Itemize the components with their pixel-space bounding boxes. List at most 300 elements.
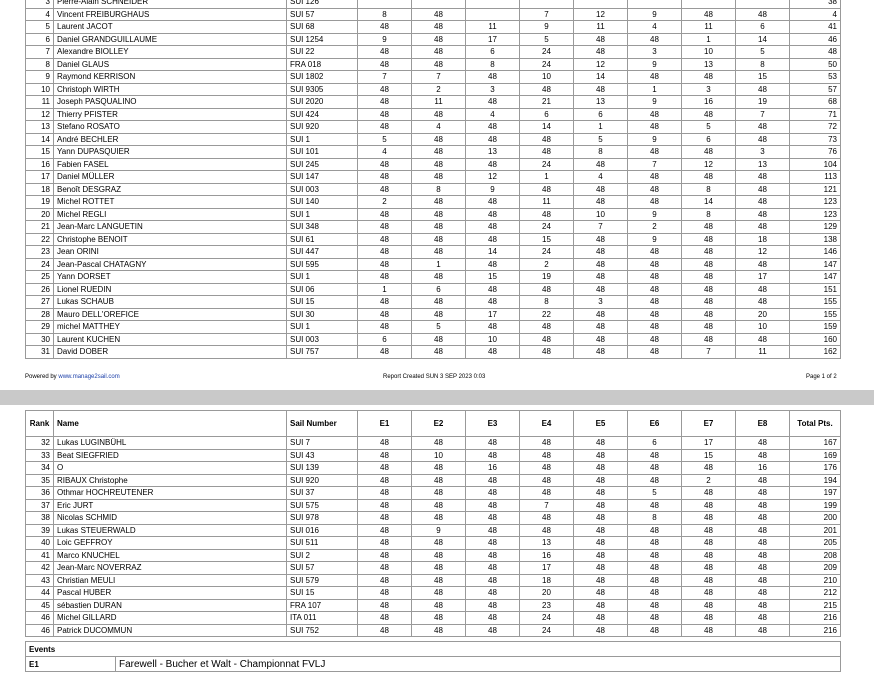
cell-e1: 48 (358, 171, 412, 184)
cell-total-pts: 146 (790, 246, 841, 259)
cell-e7: 48 (682, 321, 736, 334)
cell-e6: 48 (628, 587, 682, 600)
table-row (26, 537, 841, 550)
cell-e7: 48 (682, 612, 736, 625)
cell-e8: 48 (736, 524, 790, 537)
cell-e1: 8 (358, 8, 412, 21)
cell-e1: 2 (358, 196, 412, 209)
cell-e1: 48 (358, 271, 412, 284)
cell-e8: 48 (736, 487, 790, 500)
cell-e4: 24 (520, 624, 574, 637)
cell-e6: 9 (628, 96, 682, 109)
cell-e7: 48 (682, 487, 736, 500)
cell-rank: 27 (26, 296, 54, 309)
cell-e8: 48 (736, 437, 790, 450)
cell-e7 (682, 0, 736, 8)
cell-e8 (736, 0, 790, 8)
cell-e8: 12 (736, 246, 790, 259)
cell-name: André BECHLER (54, 133, 287, 146)
table-row (26, 83, 841, 96)
table-row (26, 308, 841, 321)
cell-e1 (358, 0, 412, 8)
cell-e2: 5 (412, 321, 466, 334)
cell-e1: 1 (358, 283, 412, 296)
events-header-row (26, 642, 841, 657)
cell-e7: 48 (682, 462, 736, 475)
cell-name: Benoît DESGRAZ (54, 183, 287, 196)
cell-e6: 1 (628, 83, 682, 96)
table-row (26, 196, 841, 209)
cell-e7: 3 (682, 83, 736, 96)
table-row (26, 296, 841, 309)
cell-total-pts: 160 (790, 333, 841, 346)
cell-sail-number: SUI 752 (287, 624, 358, 637)
cell-e3: 14 (466, 246, 520, 259)
cell-total-pts: 57 (790, 83, 841, 96)
cell-total-pts: 208 (790, 549, 841, 562)
cell-e5: 48 (574, 437, 628, 450)
cell-e5: 48 (574, 537, 628, 550)
cell-e1: 48 (358, 321, 412, 334)
header-total-pts: Total Pts. (790, 411, 841, 437)
cell-e3: 48 (466, 221, 520, 234)
cell-e4: 48 (520, 133, 574, 146)
cell-e1: 48 (358, 612, 412, 625)
cell-sail-number: SUI 447 (287, 246, 358, 259)
cell-e8: 48 (736, 599, 790, 612)
cell-e6: 2 (628, 221, 682, 234)
cell-e3: 48 (466, 574, 520, 587)
cell-rank: 25 (26, 271, 54, 284)
cell-e5: 48 (574, 333, 628, 346)
cell-e6: 9 (628, 233, 682, 246)
table-row (26, 574, 841, 587)
cell-e4: 17 (520, 562, 574, 575)
cell-e8: 18 (736, 233, 790, 246)
cell-e4: 13 (520, 537, 574, 550)
cell-sail-number: SUI 003 (287, 333, 358, 346)
cell-e5: 48 (574, 233, 628, 246)
cell-e7: 17 (682, 437, 736, 450)
table-row (26, 562, 841, 575)
cell-e6: 48 (628, 474, 682, 487)
cell-e4: 24 (520, 158, 574, 171)
cell-e8: 48 (736, 221, 790, 234)
cell-e6: 48 (628, 196, 682, 209)
cell-e6: 8 (628, 512, 682, 525)
cell-e7: 48 (682, 258, 736, 271)
cell-e8: 48 (736, 183, 790, 196)
cell-e1: 48 (358, 221, 412, 234)
cell-sail-number: FRA 107 (287, 599, 358, 612)
cell-name: Marco KNUCHEL (54, 549, 287, 562)
cell-e5: 1 (574, 121, 628, 134)
table-row (26, 96, 841, 109)
cell-e6: 48 (628, 574, 682, 587)
cell-e4: 7 (520, 8, 574, 21)
cell-e4: 15 (520, 233, 574, 246)
cell-e6: 48 (628, 121, 682, 134)
table-row (26, 437, 841, 450)
cell-e4: 9 (520, 21, 574, 34)
table-row (26, 171, 841, 184)
table-row (26, 346, 841, 359)
cell-e5: 48 (574, 158, 628, 171)
cell-e8: 48 (736, 133, 790, 146)
cell-e3: 48 (466, 71, 520, 84)
cell-e7: 48 (682, 146, 736, 159)
table-row (26, 0, 841, 8)
cell-e2: 48 (412, 271, 466, 284)
cell-name: Eric JURT (54, 499, 287, 512)
cell-e7: 48 (682, 537, 736, 550)
cell-e6: 48 (628, 296, 682, 309)
cell-sail-number: SUI 43 (287, 449, 358, 462)
cell-rank: 28 (26, 308, 54, 321)
cell-e1: 48 (358, 474, 412, 487)
cell-e7: 14 (682, 196, 736, 209)
cell-e1: 48 (358, 574, 412, 587)
cell-e4: 48 (520, 462, 574, 475)
cell-name: Jean-Pascal CHATAGNY (54, 258, 287, 271)
cell-e4: 48 (520, 283, 574, 296)
cell-e5: 13 (574, 96, 628, 109)
cell-e3: 48 (466, 208, 520, 221)
cell-e1: 48 (358, 208, 412, 221)
table-row (26, 321, 841, 334)
cell-e3: 48 (466, 612, 520, 625)
cell-e4: 20 (520, 587, 574, 600)
cell-e5: 12 (574, 8, 628, 21)
cell-e2 (412, 0, 466, 8)
cell-e8: 48 (736, 449, 790, 462)
cell-total-pts: 129 (790, 221, 841, 234)
cell-e2: 48 (412, 46, 466, 59)
cell-total-pts: 155 (790, 308, 841, 321)
cell-e2: 48 (412, 587, 466, 600)
cell-e8: 17 (736, 271, 790, 284)
cell-e3: 48 (466, 599, 520, 612)
cell-sail-number: SUI 1254 (287, 33, 358, 46)
cell-sail-number: SUI 57 (287, 8, 358, 21)
cell-name: Daniel MÜLLER (54, 171, 287, 184)
events-table (25, 641, 841, 672)
cell-e3: 4 (466, 108, 520, 121)
event-description: Farewell - Bucher et Walt - Championnat FVLJ (116, 657, 841, 672)
results-table-page-1 (25, 0, 841, 359)
table-row (26, 246, 841, 259)
cell-e1: 48 (358, 462, 412, 475)
cell-rank: 40 (26, 537, 54, 550)
cell-e3: 8 (466, 58, 520, 71)
cell-e7: 10 (682, 46, 736, 59)
cell-e6: 48 (628, 146, 682, 159)
cell-e6: 5 (628, 487, 682, 500)
cell-e8: 48 (736, 587, 790, 600)
cell-e5: 12 (574, 58, 628, 71)
cell-e1: 48 (358, 21, 412, 34)
cell-rank: 14 (26, 133, 54, 146)
cell-e6: 48 (628, 346, 682, 359)
cell-name: Jean-Marc LANGUETIN (54, 221, 287, 234)
cell-name: Vincent FREIBURGHAUS (54, 8, 287, 21)
cell-sail-number: SUI 15 (287, 587, 358, 600)
cell-e4: 24 (520, 221, 574, 234)
cell-e3: 48 (466, 233, 520, 246)
cell-e1: 48 (358, 512, 412, 525)
cell-e3: 48 (466, 133, 520, 146)
manage2sail-link[interactable]: www.manage2sail.com (58, 374, 120, 380)
cell-name: Stefano ROSATO (54, 121, 287, 134)
cell-e2: 48 (412, 171, 466, 184)
cell-total-pts: 200 (790, 512, 841, 525)
cell-e8: 48 (736, 258, 790, 271)
cell-name: Patrick DUCOMMUN (54, 624, 287, 637)
cell-e4: 24 (520, 246, 574, 259)
cell-e4: 48 (520, 487, 574, 500)
cell-e8: 19 (736, 96, 790, 109)
cell-rank: 42 (26, 562, 54, 575)
cell-total-pts: 121 (790, 183, 841, 196)
cell-sail-number: ITA 011 (287, 612, 358, 625)
header-e2: E2 (412, 411, 466, 437)
cell-e6: 48 (628, 549, 682, 562)
cell-e3 (466, 0, 520, 8)
cell-e7: 1 (682, 33, 736, 46)
cell-total-pts: 113 (790, 171, 841, 184)
cell-rank: 29 (26, 321, 54, 334)
cell-total-pts: 194 (790, 474, 841, 487)
table-row (26, 549, 841, 562)
cell-sail-number: SUI 016 (287, 524, 358, 537)
cell-e6: 48 (628, 562, 682, 575)
table-row (26, 524, 841, 537)
cell-e5 (574, 0, 628, 8)
cell-e8: 48 (736, 196, 790, 209)
cell-total-pts: 72 (790, 121, 841, 134)
cell-e6: 48 (628, 33, 682, 46)
table-row (26, 146, 841, 159)
cell-e5: 48 (574, 246, 628, 259)
header-e7: E7 (682, 411, 736, 437)
cell-rank: 36 (26, 487, 54, 500)
cell-e5: 48 (574, 46, 628, 59)
header-e4: E4 (520, 411, 574, 437)
table-row (26, 512, 841, 525)
table-row (26, 487, 841, 500)
cell-e7: 48 (682, 574, 736, 587)
cell-e4: 10 (520, 71, 574, 84)
cell-sail-number: SUI 424 (287, 108, 358, 121)
header-name: Name (54, 411, 287, 437)
cell-e3: 48 (466, 158, 520, 171)
header-e1: E1 (358, 411, 412, 437)
cell-e4: 48 (520, 183, 574, 196)
cell-rank: 46 (26, 624, 54, 637)
cell-e3: 12 (466, 171, 520, 184)
cell-e4: 48 (520, 524, 574, 537)
cell-rank: 10 (26, 83, 54, 96)
cell-rank: 30 (26, 333, 54, 346)
cell-e8: 48 (736, 624, 790, 637)
cell-e3: 10 (466, 333, 520, 346)
cell-e7: 48 (682, 8, 736, 21)
cell-total-pts: 123 (790, 208, 841, 221)
page-separator (0, 390, 874, 405)
cell-name: Christian MEULI (54, 574, 287, 587)
cell-e3: 11 (466, 21, 520, 34)
cell-e7: 13 (682, 58, 736, 71)
cell-sail-number: SUI 126 (287, 0, 358, 8)
cell-sail-number: SUI 579 (287, 574, 358, 587)
cell-e6: 48 (628, 537, 682, 550)
cell-e8: 48 (736, 171, 790, 184)
cell-e6: 48 (628, 499, 682, 512)
cell-e7: 48 (682, 333, 736, 346)
cell-e2: 48 (412, 437, 466, 450)
cell-e1: 6 (358, 333, 412, 346)
cell-name: michel MATTHEY (54, 321, 287, 334)
cell-e2: 48 (412, 196, 466, 209)
cell-e4: 48 (520, 333, 574, 346)
cell-e3: 48 (466, 499, 520, 512)
cell-e4: 2 (520, 258, 574, 271)
cell-e5: 48 (574, 587, 628, 600)
cell-e4: 19 (520, 271, 574, 284)
cell-e3: 48 (466, 537, 520, 550)
cell-sail-number: SUI 1 (287, 208, 358, 221)
cell-rank: 11 (26, 96, 54, 109)
cell-sail-number: SUI 2 (287, 549, 358, 562)
events-label: Events (26, 642, 841, 657)
cell-e1: 48 (358, 346, 412, 359)
table-row (26, 58, 841, 71)
cell-e3: 48 (466, 449, 520, 462)
cell-e4: 48 (520, 512, 574, 525)
cell-e1: 48 (358, 537, 412, 550)
cell-e1: 48 (358, 96, 412, 109)
cell-rank: 8 (26, 58, 54, 71)
cell-name: O (54, 462, 287, 475)
cell-rank: 19 (26, 196, 54, 209)
cell-e3: 48 (466, 321, 520, 334)
cell-e2: 48 (412, 624, 466, 637)
cell-e1: 48 (358, 624, 412, 637)
cell-e1: 48 (358, 296, 412, 309)
cell-e4: 23 (520, 599, 574, 612)
cell-total-pts: 201 (790, 524, 841, 537)
cell-rank: 46 (26, 612, 54, 625)
cell-e1: 48 (358, 58, 412, 71)
cell-e3: 48 (466, 549, 520, 562)
cell-e2: 48 (412, 221, 466, 234)
cell-e8: 48 (736, 8, 790, 21)
cell-e3: 48 (466, 524, 520, 537)
cell-e7: 48 (682, 524, 736, 537)
cell-e4: 16 (520, 549, 574, 562)
cell-e3: 6 (466, 46, 520, 59)
cell-e5: 48 (574, 83, 628, 96)
table-row (26, 624, 841, 637)
cell-e1: 48 (358, 183, 412, 196)
cell-e2: 48 (412, 499, 466, 512)
cell-e6: 48 (628, 333, 682, 346)
cell-e8: 48 (736, 333, 790, 346)
cell-e5: 3 (574, 296, 628, 309)
cell-e8: 48 (736, 574, 790, 587)
table-row (26, 46, 841, 59)
cell-e1: 5 (358, 133, 412, 146)
cell-name: RIBAUX Christophe (54, 474, 287, 487)
cell-e1: 4 (358, 146, 412, 159)
cell-e2: 48 (412, 58, 466, 71)
cell-name: Lionel RUEDIN (54, 283, 287, 296)
cell-e4: 5 (520, 33, 574, 46)
cell-sail-number: SUI 575 (287, 499, 358, 512)
cell-rank: 4 (26, 8, 54, 21)
cell-total-pts: 53 (790, 71, 841, 84)
cell-e6: 9 (628, 208, 682, 221)
cell-e6: 9 (628, 133, 682, 146)
cell-e6: 9 (628, 58, 682, 71)
cell-e3: 48 (466, 487, 520, 500)
cell-e3: 48 (466, 587, 520, 600)
cell-name: Beat SIEGFRIED (54, 449, 287, 462)
cell-sail-number: SUI 15 (287, 296, 358, 309)
cell-e2: 6 (412, 283, 466, 296)
cell-sail-number: SUI 1 (287, 321, 358, 334)
table-row (26, 233, 841, 246)
cell-sail-number: SUI 37 (287, 487, 358, 500)
cell-sail-number: SUI 30 (287, 308, 358, 321)
cell-e6: 7 (628, 158, 682, 171)
cell-e4: 18 (520, 574, 574, 587)
cell-e8: 48 (736, 537, 790, 550)
cell-e2: 9 (412, 524, 466, 537)
cell-sail-number: SUI 511 (287, 537, 358, 550)
cell-sail-number: SUI 06 (287, 283, 358, 296)
cell-e2: 48 (412, 462, 466, 475)
cell-e8: 48 (736, 83, 790, 96)
cell-rank: 15 (26, 146, 54, 159)
cell-total-pts: 104 (790, 158, 841, 171)
cell-e8: 48 (736, 474, 790, 487)
cell-e4: 48 (520, 437, 574, 450)
cell-sail-number: SUI 757 (287, 346, 358, 359)
cell-e6: 48 (628, 321, 682, 334)
cell-e1: 48 (358, 562, 412, 575)
cell-rank: 13 (26, 121, 54, 134)
cell-total-pts: 151 (790, 283, 841, 296)
cell-e1: 48 (358, 46, 412, 59)
cell-e2: 1 (412, 258, 466, 271)
cell-sail-number: SUI 003 (287, 183, 358, 196)
cell-name: Lukas SCHAUB (54, 296, 287, 309)
cell-total-pts: 50 (790, 58, 841, 71)
cell-e3: 9 (466, 183, 520, 196)
cell-total-pts: 4 (790, 8, 841, 21)
cell-e7: 8 (682, 208, 736, 221)
cell-rank: 32 (26, 437, 54, 450)
cell-e2: 48 (412, 133, 466, 146)
cell-e5: 4 (574, 171, 628, 184)
cell-e1: 48 (358, 258, 412, 271)
cell-sail-number: SUI 9305 (287, 83, 358, 96)
cell-e2: 4 (412, 121, 466, 134)
cell-name: Thierry PFISTER (54, 108, 287, 121)
cell-name: sébastien DURAN (54, 599, 287, 612)
cell-e8: 15 (736, 71, 790, 84)
